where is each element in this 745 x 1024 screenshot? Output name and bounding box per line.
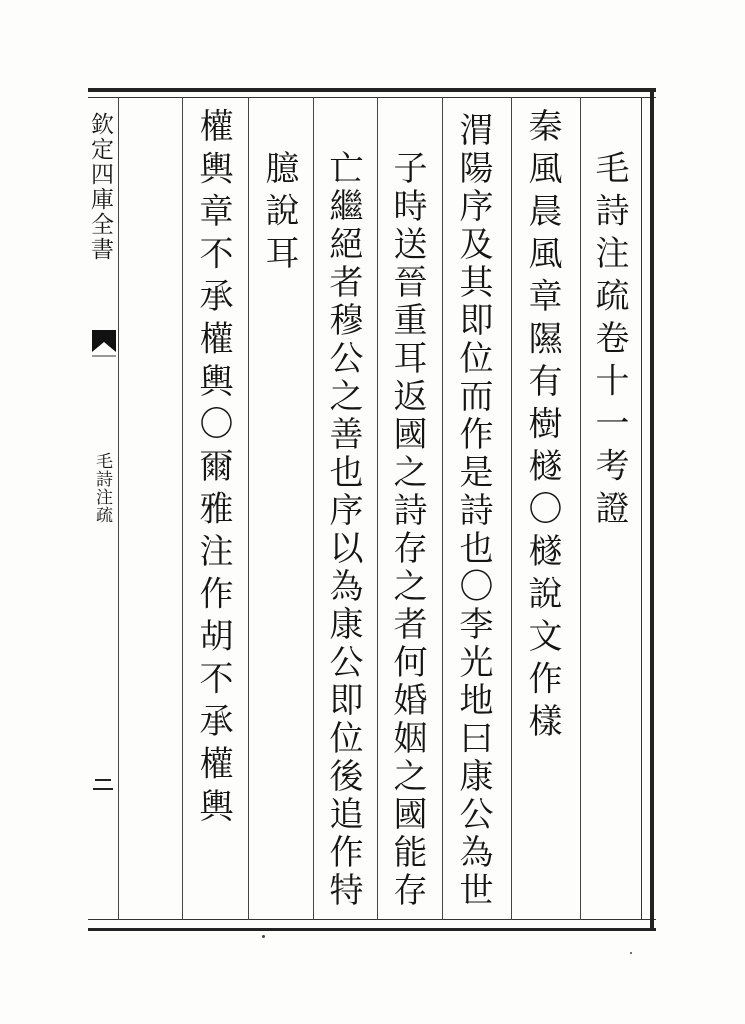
scan-speck: [630, 952, 632, 954]
frame-bottom-inner-border: [88, 919, 656, 920]
frame-right-inner-border: [641, 97, 642, 920]
column-rule: [442, 97, 443, 920]
text-column-5: 亡繼絕者穆公之善也序以為康公即位後追作特: [323, 150, 363, 910]
book-title-margin: 毛詩注疏: [92, 452, 112, 524]
column-rule: [511, 97, 512, 920]
text-column-4: 子時送晉重耳返國之詩存之者何婚姻之國能存: [387, 150, 427, 910]
frame-top-inner-border: [88, 97, 656, 98]
column-rule: [182, 97, 183, 920]
page-number-mark: [92, 775, 114, 795]
frame-bottom-border: [88, 928, 656, 931]
frame-top-border: [88, 88, 656, 92]
margin-column-rule: [118, 97, 119, 920]
text-column-7: 權輿章不承權輿〇爾雅注作胡不承權輿: [193, 108, 233, 831]
frame-right-border: [650, 88, 654, 931]
text-column-1: 毛詩注疏卷十一考證: [589, 150, 629, 533]
column-rule: [580, 97, 581, 920]
text-column-3: 渭陽序及其即位而作是詩也〇李光地曰康公為世: [453, 112, 493, 910]
fish-tail-mark-icon: [92, 330, 116, 360]
column-rule: [377, 97, 378, 920]
text-column-6: 臆說耳: [259, 150, 299, 278]
column-rule: [248, 97, 249, 920]
collection-title: 欽定四庫全書: [87, 112, 113, 262]
text-column-2: 秦風晨風章隰有樹檖〇檖說文作樣: [522, 108, 562, 746]
scan-speck: [262, 935, 265, 938]
column-rule: [313, 97, 314, 920]
